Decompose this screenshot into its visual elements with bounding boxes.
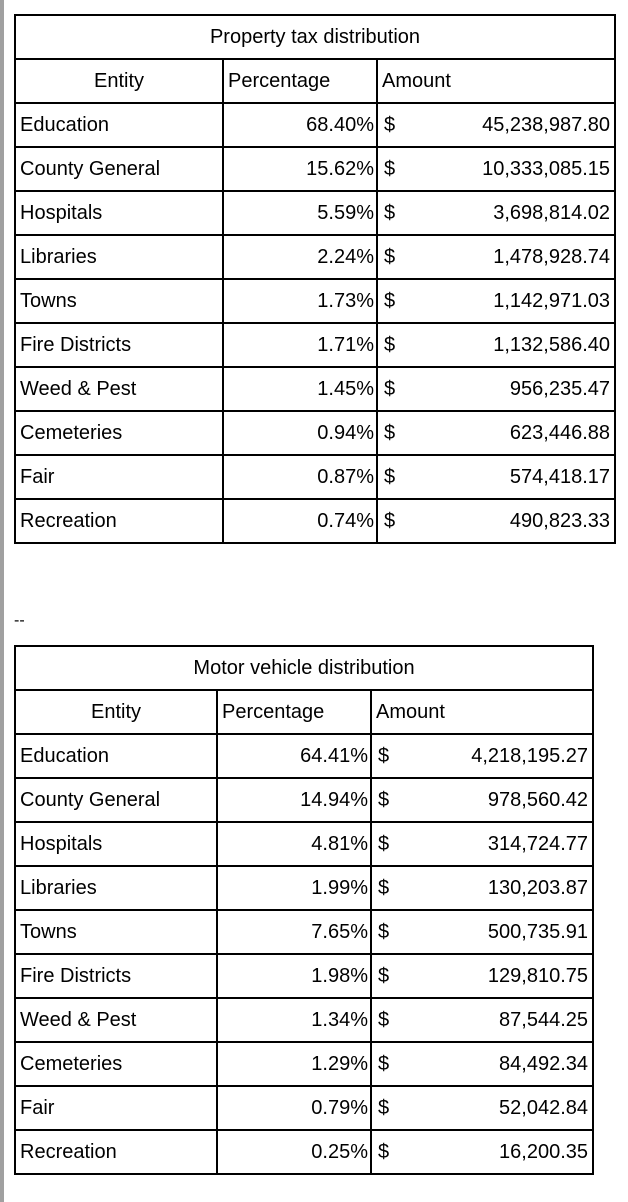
header-entity: Entity — [15, 690, 217, 734]
amount-value: 1,132,586.40 — [493, 334, 611, 356]
currency-symbol: $ — [384, 158, 396, 180]
amount-value: 1,478,928.74 — [493, 246, 611, 268]
amount-value: 623,446.88 — [509, 422, 611, 444]
amount-value: 500,735.91 — [487, 921, 589, 943]
entity-cell: Towns — [15, 279, 223, 323]
percentage-cell: 15.62% — [223, 147, 377, 191]
amount-cell — [377, 499, 615, 543]
table-row — [15, 147, 615, 191]
currency-symbol: $ — [384, 334, 396, 356]
amount-cell — [371, 954, 593, 998]
amount-value: 45,238,987.80 — [482, 114, 611, 136]
header-amount: Amount — [377, 59, 615, 103]
table-row — [15, 998, 593, 1042]
table-row — [15, 1042, 593, 1086]
amount-cell — [377, 367, 615, 411]
currency-symbol: $ — [384, 114, 396, 136]
header-row — [15, 690, 593, 734]
table-row — [15, 734, 593, 778]
amount-value: 10,333,085.15 — [482, 158, 611, 180]
currency-symbol: $ — [378, 1141, 390, 1163]
currency-symbol: $ — [378, 921, 390, 943]
entity-cell: Education — [15, 734, 217, 778]
entity-cell: County General — [15, 147, 223, 191]
amount-value: 978,560.42 — [487, 789, 589, 811]
currency-symbol: $ — [384, 466, 396, 488]
entity-cell: Fair — [15, 1086, 217, 1130]
amount-value: 314,724.77 — [487, 833, 589, 855]
header-entity: Entity — [15, 59, 223, 103]
amount-cell — [377, 411, 615, 455]
table-row — [15, 499, 615, 543]
table-row — [15, 235, 615, 279]
percentage-cell: 0.79% — [217, 1086, 371, 1130]
amount-cell — [371, 910, 593, 954]
amount-value: 52,042.84 — [499, 1097, 589, 1119]
entity-cell: Hospitals — [15, 822, 217, 866]
percentage-cell: 14.94% — [217, 778, 371, 822]
amount-value: 574,418.17 — [509, 466, 611, 488]
table-row — [15, 411, 615, 455]
percentage-cell: 5.59% — [223, 191, 377, 235]
amount-cell — [371, 1130, 593, 1174]
left-border — [0, 0, 4, 1202]
percentage-cell: 1.73% — [223, 279, 377, 323]
percentage-cell: 7.65% — [217, 910, 371, 954]
property-tax-table — [14, 14, 616, 544]
amount-value: 3,698,814.02 — [493, 202, 611, 224]
currency-symbol: $ — [384, 202, 396, 224]
table-title: Motor vehicle distribution — [15, 646, 593, 690]
currency-symbol: $ — [384, 510, 396, 532]
amount-value: 490,823.33 — [509, 510, 611, 532]
entity-cell: Fair — [15, 455, 223, 499]
header-percentage: Percentage — [217, 690, 371, 734]
currency-symbol: $ — [378, 877, 390, 899]
table-row — [15, 866, 593, 910]
percentage-cell: 1.34% — [217, 998, 371, 1042]
amount-cell — [377, 103, 615, 147]
amount-cell — [371, 1042, 593, 1086]
percentage-cell: 1.29% — [217, 1042, 371, 1086]
amount-value: 16,200.35 — [499, 1141, 589, 1163]
entity-cell: Fire Districts — [15, 954, 217, 998]
entity-cell: Weed & Pest — [15, 367, 223, 411]
percentage-cell: 1.98% — [217, 954, 371, 998]
entity-cell: Education — [15, 103, 223, 147]
amount-cell — [371, 998, 593, 1042]
currency-symbol: $ — [378, 1097, 390, 1119]
header-row — [15, 59, 615, 103]
table-row — [15, 1086, 593, 1130]
entity-cell: Weed & Pest — [15, 998, 217, 1042]
amount-value: 129,810.75 — [487, 965, 589, 987]
amount-value: 1,142,971.03 — [493, 290, 611, 312]
title-row — [15, 15, 615, 59]
amount-value: 130,203.87 — [487, 877, 589, 899]
amount-cell — [377, 455, 615, 499]
amount-cell — [377, 191, 615, 235]
entity-cell: Hospitals — [15, 191, 223, 235]
percentage-cell: 0.25% — [217, 1130, 371, 1174]
amount-value: 4,218,195.27 — [471, 745, 589, 767]
currency-symbol: $ — [378, 745, 390, 767]
percentage-cell: 1.71% — [223, 323, 377, 367]
percentage-cell: 4.81% — [217, 822, 371, 866]
percentage-cell: 0.94% — [223, 411, 377, 455]
entity-cell: Fire Districts — [15, 323, 223, 367]
currency-symbol: $ — [384, 246, 396, 268]
entity-cell: County General — [15, 778, 217, 822]
entity-cell: Towns — [15, 910, 217, 954]
percentage-cell: 0.87% — [223, 455, 377, 499]
amount-value: 87,544.25 — [499, 1009, 589, 1031]
table-row — [15, 455, 615, 499]
amount-cell — [371, 778, 593, 822]
table-row — [15, 367, 615, 411]
currency-symbol: $ — [378, 789, 390, 811]
table-row — [15, 279, 615, 323]
table-row — [15, 778, 593, 822]
table-row — [15, 1130, 593, 1174]
currency-symbol: $ — [384, 422, 396, 444]
percentage-cell: 2.24% — [223, 235, 377, 279]
separator-text: -- — [14, 612, 25, 629]
amount-cell — [377, 323, 615, 367]
table-title: Property tax distribution — [15, 15, 615, 59]
amount-cell — [377, 279, 615, 323]
table-row — [15, 954, 593, 998]
currency-symbol: $ — [378, 833, 390, 855]
percentage-cell: 1.99% — [217, 866, 371, 910]
table-row — [15, 910, 593, 954]
table-row — [15, 822, 593, 866]
entity-cell: Libraries — [15, 866, 217, 910]
amount-cell — [371, 1086, 593, 1130]
currency-symbol: $ — [384, 378, 396, 400]
amount-cell — [377, 235, 615, 279]
amount-value: 956,235.47 — [509, 378, 611, 400]
currency-symbol: $ — [384, 290, 396, 312]
table-row — [15, 191, 615, 235]
table-row — [15, 103, 615, 147]
percentage-cell: 68.40% — [223, 103, 377, 147]
entity-cell: Libraries — [15, 235, 223, 279]
percentage-cell: 0.74% — [223, 499, 377, 543]
entity-cell: Recreation — [15, 499, 223, 543]
currency-symbol: $ — [378, 1053, 390, 1075]
amount-cell — [371, 866, 593, 910]
amount-value: 84,492.34 — [499, 1053, 589, 1075]
entity-cell: Recreation — [15, 1130, 217, 1174]
amount-cell — [371, 822, 593, 866]
currency-symbol: $ — [378, 1009, 390, 1031]
entity-cell: Cemeteries — [15, 1042, 217, 1086]
motor-vehicle-table — [14, 645, 594, 1175]
percentage-cell: 64.41% — [217, 734, 371, 778]
percentage-cell: 1.45% — [223, 367, 377, 411]
title-row — [15, 646, 593, 690]
currency-symbol: $ — [378, 965, 390, 987]
amount-cell — [371, 734, 593, 778]
header-percentage: Percentage — [223, 59, 377, 103]
header-amount: Amount — [371, 690, 593, 734]
amount-cell — [377, 147, 615, 191]
entity-cell: Cemeteries — [15, 411, 223, 455]
table-row — [15, 323, 615, 367]
